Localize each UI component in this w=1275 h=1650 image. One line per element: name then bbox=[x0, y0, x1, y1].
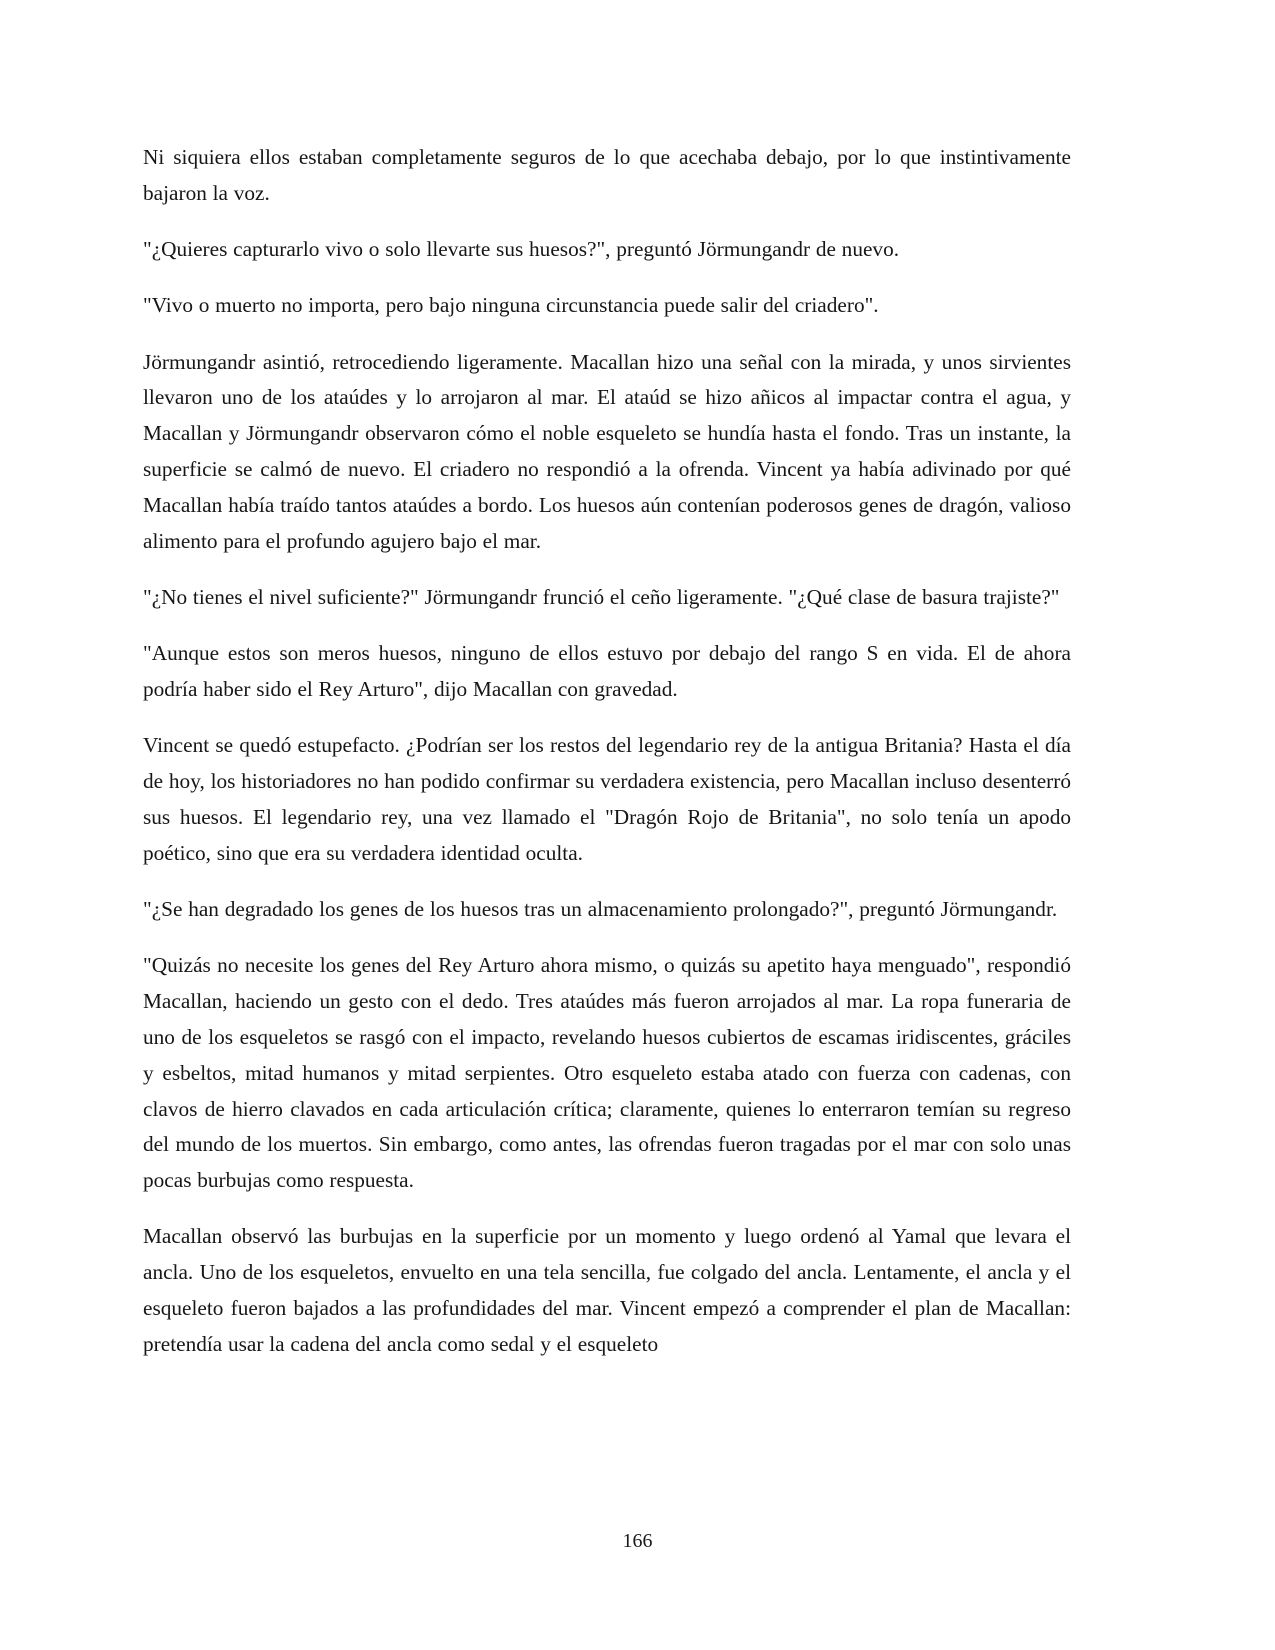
paragraph: Ni siquiera ellos estaban completamente seguros de lo que acechaba debajo, por lo que instintivamente bajaron la voz. bbox=[143, 145, 1071, 205]
page-number: 166 bbox=[622, 1530, 653, 1552]
paragraph: "¿Quieres capturarlo vivo o solo llevarte sus huesos?", preguntó Jörmungandr de nuevo. bbox=[143, 237, 900, 262]
page-body-text bbox=[143, 140, 1071, 1363]
paragraph: Vincent se quedó estupefacto. ¿Podrían ser los restos del legendario rey de la antigua Britania? Hasta el día de hoy, los historiadores no han podido confirmar su verdadera existencia, pero Macallan incluso desenterró sus huesos. El legendario rey, una vez llamado el "Dragón Rojo de Britania", no solo tenía un apodo poético, sino que era su verdadera identidad oculta. bbox=[143, 733, 1071, 865]
paragraph: "¿No tienes el nivel suficiente?" Jörmungandr frunció el ceño ligeramente. "¿Qué clase de basura trajiste?" bbox=[143, 584, 1060, 609]
paragraph: "Vivo o muerto no importa, pero bajo ninguna circunstancia puede salir del criadero". bbox=[143, 293, 879, 318]
paragraph: "Aunque estos son meros huesos, ninguno de ellos estuvo por debajo del rango S en vida. El de ahora podría haber sido el Rey Arturo", dijo Macallan con gravedad. bbox=[143, 641, 1071, 702]
paragraph: Macallan observó las burbujas en la superficie por un momento y luego ordenó al Yamal que levara el ancla. Uno de los esqueletos, envuelto en una tela sencilla, fue colgado del ancla. Lentamente, el ancla y el esqueleto fueron bajados a las profundidades del mar. Vincent empezó a comprender el plan de Macallan: pretendía usar la cadena del ancla como sedal y el esqueleto bbox=[143, 1224, 1071, 1356]
paragraph: "Quizás no necesite los genes del Rey Arturo ahora mismo, o quizás su apetito haya menguado", respondió Macallan, haciendo un gesto con el dedo. Tres ataúdes más fueron arrojados al mar. La ropa funeraria de uno de los esqueletos se rasgó con el impacto, revelando huesos cubiertos de escamas iridiscentes, gráciles y esbeltos, mitad humanos y mitad serpientes. Otro esqueleto estaba atado con fuerza con cadenas, con clavos de hierro clavados en cada articulación crítica; claramente, quienes lo enterraron temían su regreso del mundo de los muertos. Sin embargo, como antes, las ofrendas fueron tragadas por el mar con solo unas pocas burbujas como respuesta. bbox=[143, 953, 1071, 1193]
paragraph: Jörmungandr asintió, retrocediendo ligeramente. Macallan hizo una señal con la mirada, y unos sirvientes llevaron uno de los ataúdes y lo arrojaron al mar. El ataúd se hizo añicos al impactar contra el agua, y Macallan y Jörmungandr observaron cómo el noble esqueleto se hundía hasta el fondo. Tras un instante, la superficie se calmó de nuevo. El criadero no respondió a la ofrenda. Vincent ya había adivinado por qué Macallan había traído tantos ataúdes a bordo. Los huesos aún contenían poderosos genes de dragón, valioso alimento para el profundo agujero bajo el mar. bbox=[143, 349, 1071, 553]
paragraph: "¿Se han degradado los genes de los huesos tras un almacenamiento prolongado?", preguntó Jörmungandr. bbox=[143, 897, 1058, 922]
